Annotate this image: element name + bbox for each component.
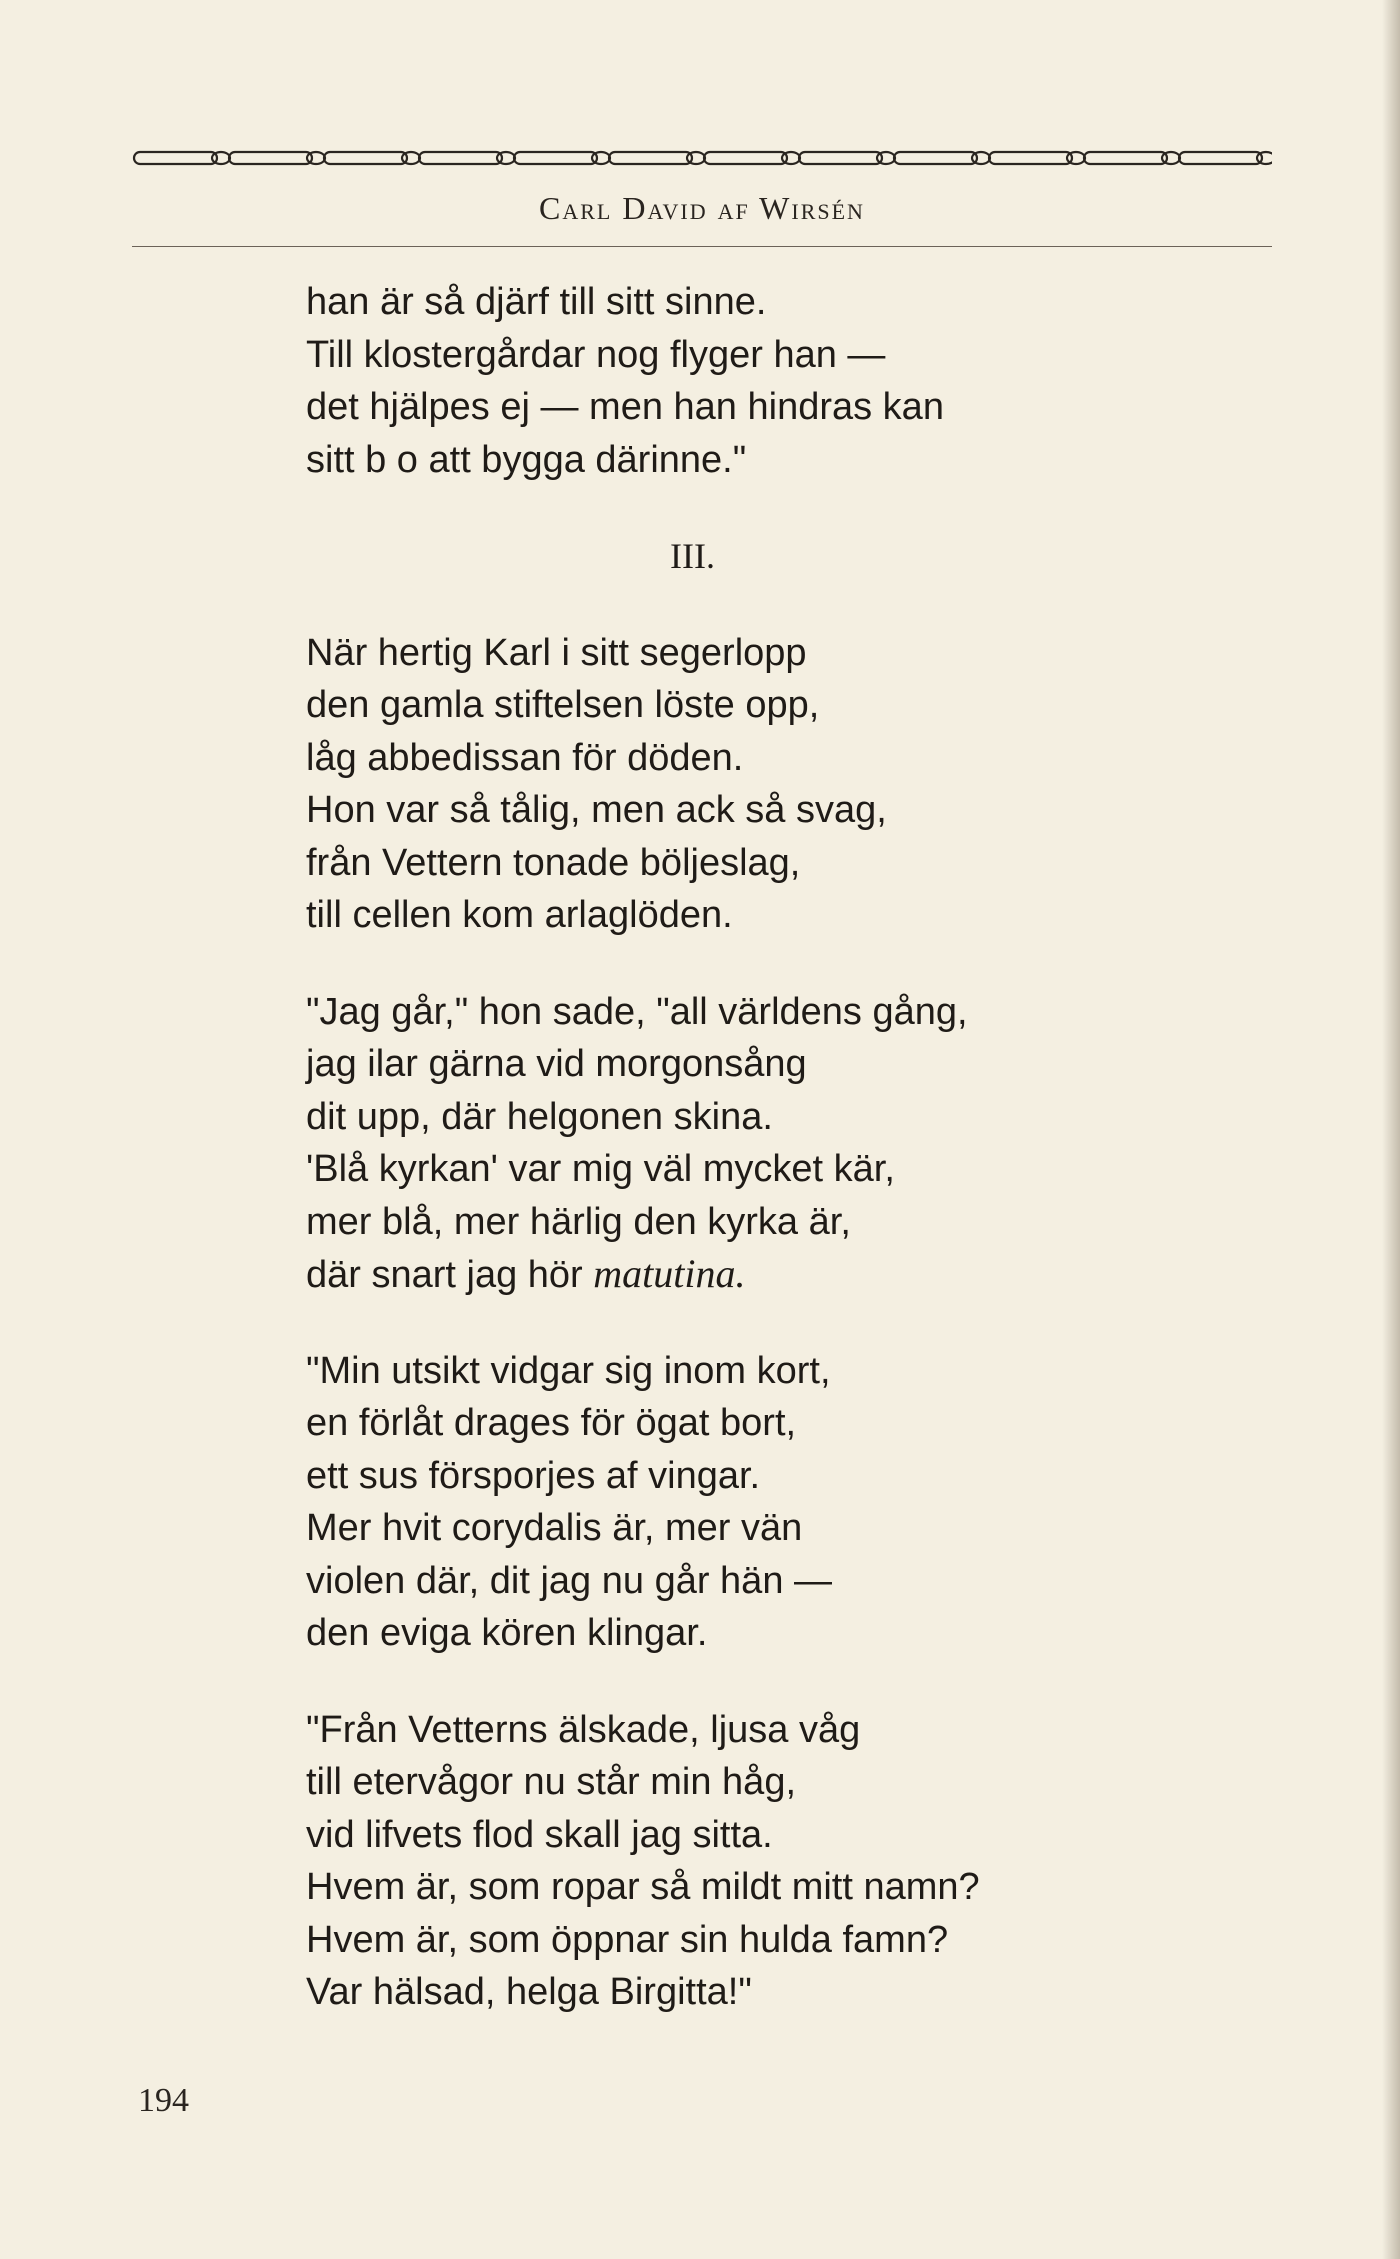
chain-link [229, 152, 312, 164]
decorative-chain-border [132, 148, 1272, 168]
verse-line: till cellen kom arlaglöden. [306, 894, 733, 936]
stanza-2 [306, 627, 1206, 942]
poem-text [306, 276, 1206, 2063]
verse-line: den gamla stiftelsen löste opp, [306, 684, 820, 726]
verse-line: det hjälpes ej — men han hindras kan [306, 386, 944, 428]
verse-line: Hvem är, som ropar så mildt mitt namn? [306, 1866, 980, 1908]
page-edge-shadow [1382, 0, 1400, 2259]
verse-line: 'Blå kyrkan' var mig väl mycket kär, [306, 1148, 895, 1190]
chain-ring [877, 152, 895, 164]
chain-link [894, 152, 977, 164]
verse-line: "Jag går," hon sade, "all världens gång, [306, 990, 968, 1033]
verse-line: Hon var så tålig, men ack så svag, [306, 789, 887, 831]
verse-line: han är så djärf till sitt sinne. [306, 281, 767, 323]
verse-line: mer blå, mer härlig den kyrka är, [306, 1200, 851, 1243]
verse-line: Hvem är, som öppnar sin hulda famn? [306, 1918, 949, 1961]
chain-link [514, 152, 597, 164]
chain-link [419, 152, 502, 164]
verse-line-text: där snart jag hör [306, 1254, 594, 1296]
verse-line: låg abbedissan för döden. [306, 736, 744, 779]
section-number: III. [670, 536, 715, 576]
chain-ring [307, 152, 325, 164]
chain-link [704, 152, 787, 164]
verse-line: från Vettern tonade böljeslag, [306, 841, 801, 884]
chain-link [799, 152, 882, 164]
chain-link [134, 152, 217, 164]
latin-word-italic: matutina. [593, 1251, 746, 1296]
verse-line: vid lifvets flod skall jag sitta. [306, 1813, 773, 1856]
verse-line: till etervågor nu står min håg, [306, 1761, 797, 1803]
chain-ring [687, 152, 705, 164]
verse-line: Mer hvit corydalis är, mer vän [306, 1507, 803, 1549]
chain-ring [497, 152, 515, 164]
chain-link [324, 152, 407, 164]
stanza-5 [306, 1704, 1206, 2019]
chain-link [609, 152, 692, 164]
chain-ring [592, 152, 610, 164]
verse-line: "Från Vetterns älskade, ljusa våg [306, 1708, 861, 1751]
verse-line [306, 1248, 1206, 1301]
verse-line: ett sus försporjes af vingar. [306, 1454, 761, 1497]
verse-line: "Min utsikt vidgar sig inom kort, [306, 1349, 831, 1392]
verse-line: en förlåt drages för ögat bort, [306, 1402, 797, 1444]
chain-ring [1257, 152, 1272, 164]
chain-ring [1162, 152, 1180, 164]
verse-line: När hertig Karl i sitt segerlopp [306, 631, 807, 674]
verse-line: dit upp, där helgonen skina. [306, 1095, 773, 1138]
verse-line: sitt b o att bygga därinne." [306, 438, 747, 481]
chain-link [1084, 152, 1167, 164]
stanza-1 [306, 276, 1206, 486]
chain-link [989, 152, 1072, 164]
page-number: 194 [138, 2082, 189, 2119]
stanza-3 [306, 986, 1206, 1301]
stanza-4 [306, 1345, 1206, 1660]
chain-ring [212, 152, 230, 164]
chain-link [1179, 152, 1262, 164]
verse-line: Var hälsad, helga Birgitta!" [306, 1971, 752, 2013]
verse-line: Till klostergårdar nog flyger han — [306, 333, 886, 376]
chain-ring [402, 152, 420, 164]
running-head: Carl David af Wirsén [539, 190, 865, 226]
chain-ring [1067, 152, 1085, 164]
chain-ring [972, 152, 990, 164]
verse-line: violen där, dit jag nu går hän — [306, 1559, 833, 1602]
verse-line: den eviga kören klingar. [306, 1612, 708, 1654]
header-rule [132, 246, 1272, 247]
chain-ring [782, 152, 800, 164]
verse-line: jag ilar gärna vid morgonsång [306, 1043, 807, 1085]
